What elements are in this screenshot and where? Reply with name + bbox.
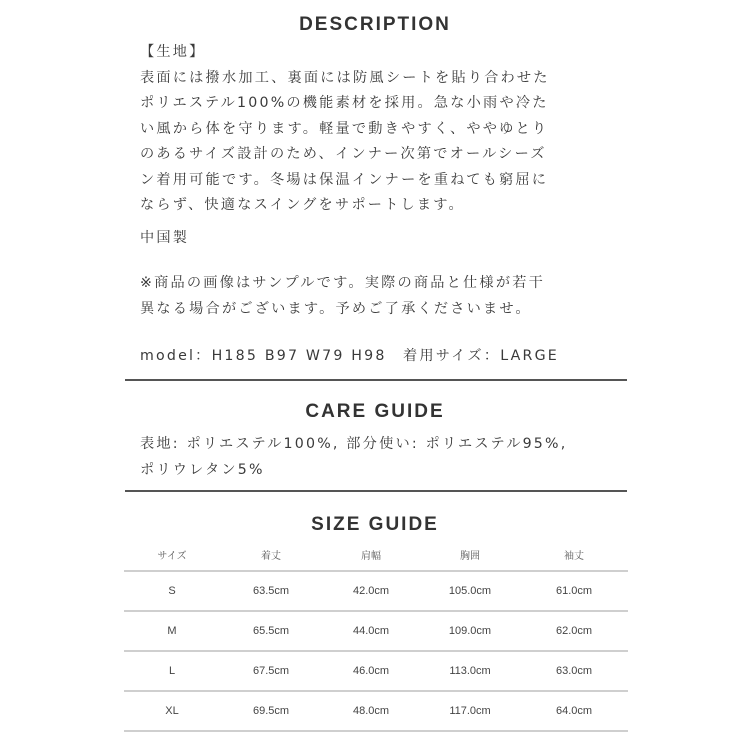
- chest-value: 113.0cm: [449, 665, 491, 677]
- notice-line: ※商品の画像はサンプルです。実際の商品と仕様が若干: [140, 275, 545, 291]
- length-value: 67.5cm: [252, 665, 290, 677]
- size-guide-heading: SIZE GUIDE: [311, 514, 439, 535]
- section-divider: [125, 379, 627, 381]
- country-of-origin: 中国製: [140, 230, 190, 246]
- header-sleeve: 袖丈: [564, 550, 584, 562]
- description-heading: DESCRIPTION: [299, 14, 451, 35]
- size-label: M: [167, 625, 177, 637]
- notice-line: 異なる場合がございます。予めご了承くださいませ。: [140, 300, 532, 317]
- chest-value: 109.0cm: [448, 625, 492, 637]
- image-notice: [140, 271, 620, 322]
- header-chest: 胸囲: [460, 550, 480, 562]
- header-length: 着丈: [261, 550, 281, 562]
- table-row: [124, 692, 628, 732]
- fabric-line: ン着用可能です。冬場は保温インナーを重ねても窮屈に: [140, 171, 549, 188]
- fabric-line: ポリエステル100%の機能素材を採用。急な小雨や冷た: [140, 95, 549, 111]
- table-row: [124, 612, 628, 652]
- fabric-line: い風から体を守ります。軽量で動きやすく、ややゆとり: [140, 120, 549, 137]
- chest-value: 105.0cm: [448, 585, 492, 597]
- table-row: [124, 570, 628, 612]
- header-size: サイズ: [157, 550, 187, 562]
- fabric-line: 表面には撥水加工、裏面には防風シートを貼り合わせた: [140, 69, 550, 86]
- fabric-line: ならず、快適なスイングをサポートします。: [140, 197, 465, 213]
- care-guide-heading: CARE GUIDE: [305, 401, 445, 422]
- table-row: [124, 652, 628, 692]
- length-value: 69.5cm: [252, 705, 290, 717]
- care-line: 表地: ポリエステル100%, 部分使い: ポリエステル95%,: [140, 436, 568, 452]
- care-material: [140, 432, 620, 483]
- chest-value: 117.0cm: [449, 705, 491, 717]
- sleeve-value: 64.0cm: [555, 705, 593, 717]
- shoulder-value: 42.0cm: [352, 585, 390, 597]
- size-label: L: [168, 665, 176, 677]
- shoulder-value: 44.0cm: [352, 625, 390, 637]
- size-table-header: [124, 538, 628, 570]
- header-shoulder: 肩幅: [361, 550, 381, 562]
- size-label: XL: [165, 705, 179, 717]
- sleeve-value: 62.0cm: [555, 625, 593, 637]
- sleeve-value: 63.0cm: [555, 665, 593, 677]
- length-value: 65.5cm: [252, 625, 290, 637]
- section-divider: [125, 490, 627, 492]
- shoulder-value: 48.0cm: [352, 705, 390, 717]
- length-value: 63.5cm: [252, 585, 290, 597]
- model-info: model：H185 B97 W79 H98 着用サイズ：LARGE: [140, 348, 559, 364]
- size-table: [124, 538, 628, 732]
- fabric-line: のあるサイズ設計のため、インナー次第でオールシーズ: [140, 146, 547, 162]
- size-label: S: [168, 585, 176, 597]
- sleeve-value: 61.0cm: [555, 585, 593, 597]
- shoulder-value: 46.0cm: [352, 665, 390, 677]
- fabric-description: [140, 66, 620, 219]
- fabric-title: 【生地】: [140, 44, 206, 60]
- care-line: ポリウレタン5%: [140, 461, 265, 478]
